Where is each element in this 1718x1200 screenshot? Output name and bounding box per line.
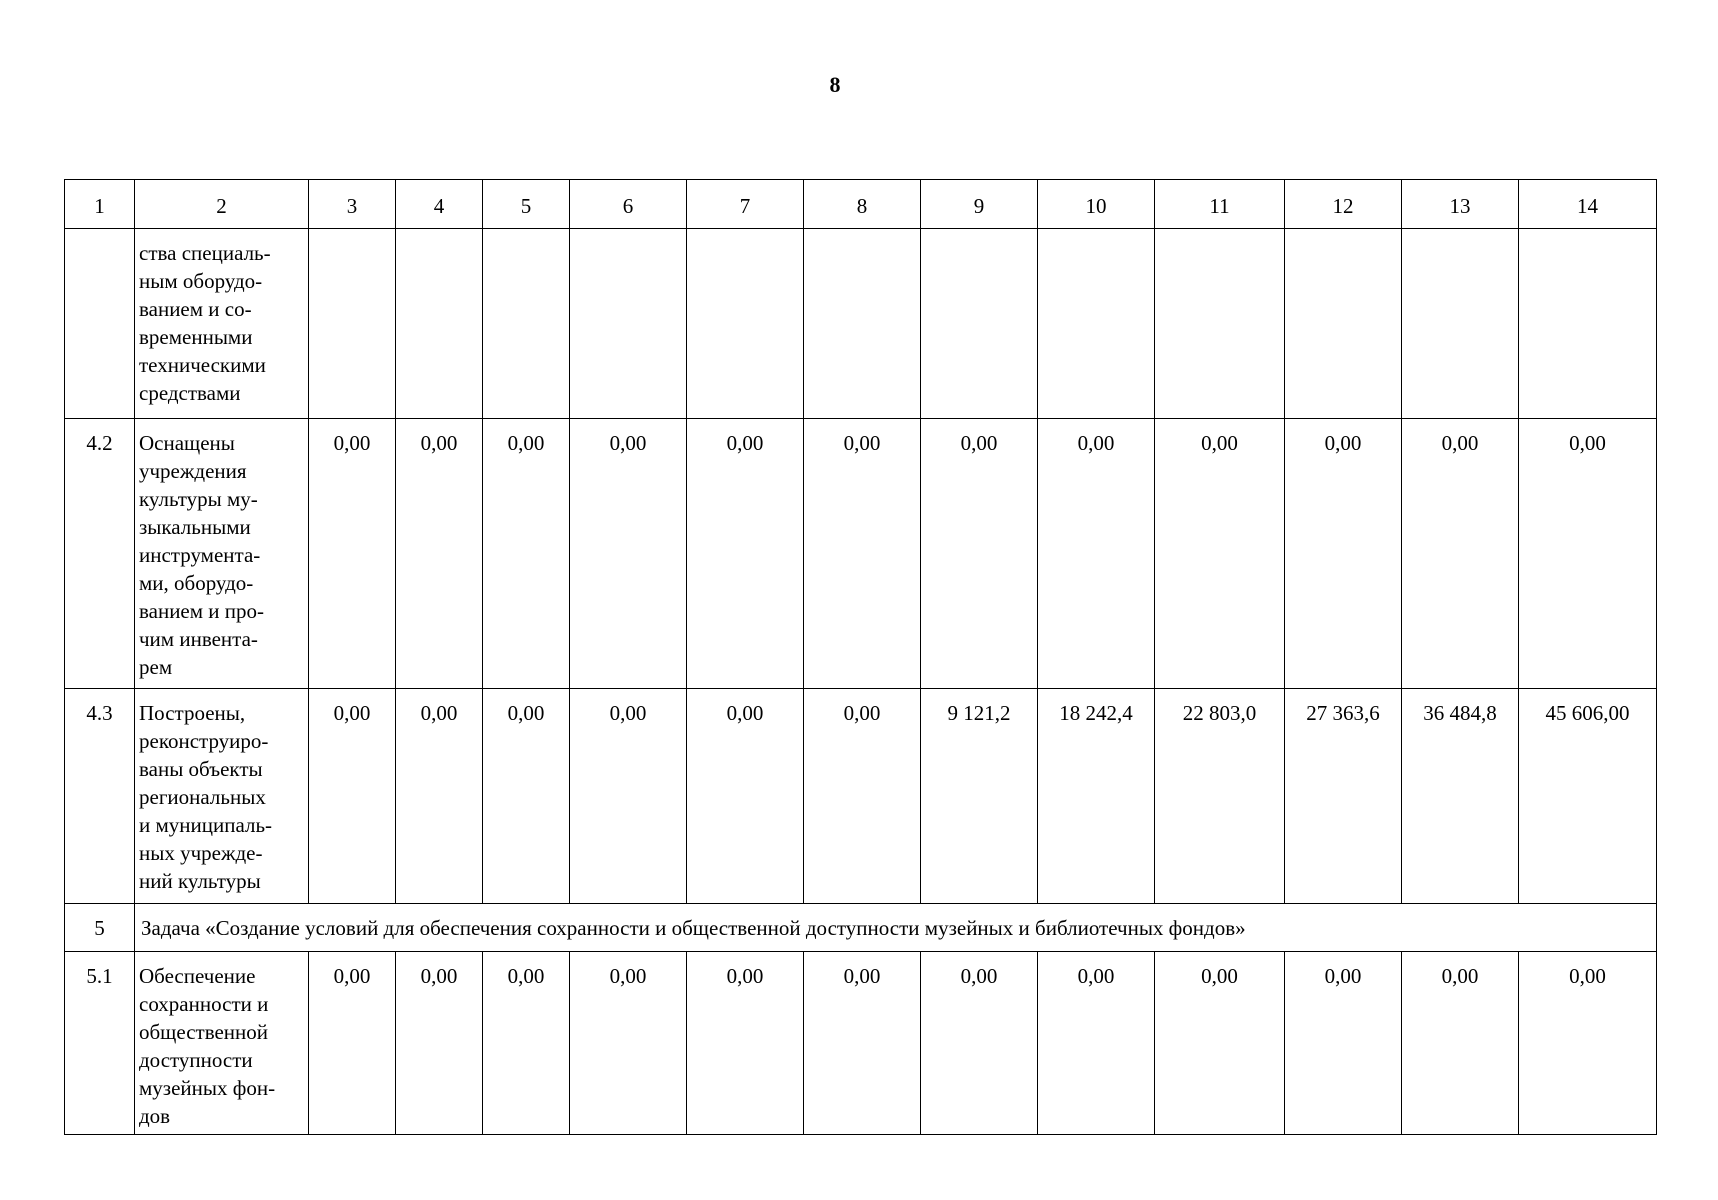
value-cell: 0,00 bbox=[1038, 952, 1155, 1135]
value-cell bbox=[687, 229, 804, 419]
column-header: 2 bbox=[135, 180, 309, 229]
value-cell: 0,00 bbox=[309, 952, 396, 1135]
column-header: 12 bbox=[1285, 180, 1402, 229]
description-line: техническими bbox=[139, 353, 266, 377]
value-cell: 18 242,4 bbox=[1038, 689, 1155, 904]
column-header: 4 bbox=[396, 180, 483, 229]
value-cell: 0,00 bbox=[921, 952, 1038, 1135]
task-row bbox=[65, 904, 1657, 952]
column-header: 10 bbox=[1038, 180, 1155, 229]
value-cell bbox=[921, 229, 1038, 419]
column-header: 5 bbox=[483, 180, 570, 229]
value-cell bbox=[1519, 229, 1657, 419]
table-body bbox=[65, 180, 1657, 1135]
row-number: 5 bbox=[65, 904, 135, 952]
value-cell bbox=[1155, 229, 1285, 419]
description-line: сохранности и bbox=[139, 992, 269, 1016]
row-description bbox=[135, 419, 309, 689]
value-cell: 0,00 bbox=[1519, 419, 1657, 689]
value-cell bbox=[804, 229, 921, 419]
value-cell: 0,00 bbox=[687, 419, 804, 689]
value-cell bbox=[483, 229, 570, 419]
description-line: доступности bbox=[139, 1048, 253, 1072]
value-cell: 0,00 bbox=[396, 419, 483, 689]
value-cell: 0,00 bbox=[309, 419, 396, 689]
value-cell: 0,00 bbox=[804, 689, 921, 904]
value-cell: 0,00 bbox=[687, 689, 804, 904]
table-row bbox=[65, 419, 1657, 689]
column-header: 8 bbox=[804, 180, 921, 229]
value-cell: 0,00 bbox=[1155, 419, 1285, 689]
table-row bbox=[65, 229, 1657, 419]
value-cell: 0,00 bbox=[483, 689, 570, 904]
value-cell: 0,00 bbox=[570, 952, 687, 1135]
header-row bbox=[65, 180, 1657, 229]
description-line: музейных фон- bbox=[139, 1076, 276, 1100]
column-header: 1 bbox=[65, 180, 135, 229]
column-header: 6 bbox=[570, 180, 687, 229]
value-cell: 0,00 bbox=[396, 689, 483, 904]
page-number: 8 bbox=[829, 72, 841, 97]
table-row bbox=[65, 952, 1657, 1135]
description-line: ванием и со- bbox=[139, 297, 252, 321]
description-line: и муниципаль- bbox=[139, 813, 273, 837]
value-cell bbox=[1402, 229, 1519, 419]
row-number: 5.1 bbox=[65, 952, 135, 1135]
description-line: дов bbox=[139, 1104, 171, 1128]
value-cell bbox=[396, 229, 483, 419]
value-cell bbox=[309, 229, 396, 419]
value-cell bbox=[1038, 229, 1155, 419]
value-cell: 45 606,00 bbox=[1519, 689, 1657, 904]
value-cell: 0,00 bbox=[1402, 952, 1519, 1135]
description-line: инструмента- bbox=[139, 543, 261, 567]
description-line: ний культуры bbox=[139, 869, 261, 893]
value-cell: 0,00 bbox=[483, 419, 570, 689]
description-line: учреждения bbox=[139, 459, 247, 483]
task-title: Задача «Создание условий для обеспечения сохранности и общественной доступности музейных и библиотечных фондов» bbox=[135, 904, 1657, 952]
value-cell bbox=[570, 229, 687, 419]
row-number: 4.2 bbox=[65, 419, 135, 689]
column-header: 11 bbox=[1155, 180, 1285, 229]
description-line: ваны объекты bbox=[139, 757, 263, 781]
description-line: ным оборудо- bbox=[139, 269, 263, 293]
table-row bbox=[65, 689, 1657, 904]
value-cell: 22 803,0 bbox=[1155, 689, 1285, 904]
value-cell: 9 121,2 bbox=[921, 689, 1038, 904]
value-cell: 0,00 bbox=[1155, 952, 1285, 1135]
value-cell: 0,00 bbox=[309, 689, 396, 904]
value-cell: 0,00 bbox=[396, 952, 483, 1135]
value-cell: 0,00 bbox=[1038, 419, 1155, 689]
value-cell bbox=[1285, 229, 1402, 419]
description-line: Обеспечение bbox=[139, 964, 256, 988]
row-number: 4.3 bbox=[65, 689, 135, 904]
description-line: ных учрежде- bbox=[139, 841, 263, 865]
description-line: ми, оборудо- bbox=[139, 571, 254, 595]
column-header: 3 bbox=[309, 180, 396, 229]
value-cell: 0,00 bbox=[1519, 952, 1657, 1135]
value-cell: 0,00 bbox=[570, 689, 687, 904]
value-cell: 27 363,6 bbox=[1285, 689, 1402, 904]
description-line: временными bbox=[139, 325, 253, 349]
row-description bbox=[135, 952, 309, 1135]
description-line: средствами bbox=[139, 381, 241, 405]
value-cell: 0,00 bbox=[804, 419, 921, 689]
value-cell: 36 484,8 bbox=[1402, 689, 1519, 904]
value-cell: 0,00 bbox=[1285, 952, 1402, 1135]
column-header: 13 bbox=[1402, 180, 1519, 229]
description-line: культуры му- bbox=[139, 487, 258, 511]
value-cell: 0,00 bbox=[1402, 419, 1519, 689]
description-line: ства специаль- bbox=[139, 241, 271, 265]
value-cell: 0,00 bbox=[921, 419, 1038, 689]
row-description bbox=[135, 229, 309, 419]
value-cell: 0,00 bbox=[570, 419, 687, 689]
value-cell: 0,00 bbox=[1285, 419, 1402, 689]
description-line: Оснащены bbox=[139, 431, 235, 455]
row-number bbox=[65, 229, 135, 419]
column-header: 7 bbox=[687, 180, 804, 229]
description-line: реконструиро- bbox=[139, 729, 269, 753]
description-line: региональных bbox=[139, 785, 266, 809]
column-header: 9 bbox=[921, 180, 1038, 229]
value-cell: 0,00 bbox=[687, 952, 804, 1135]
data-table bbox=[64, 179, 1657, 1135]
description-line: общественной bbox=[139, 1020, 269, 1044]
description-line: Построены, bbox=[139, 701, 246, 725]
value-cell: 0,00 bbox=[804, 952, 921, 1135]
row-description bbox=[135, 689, 309, 904]
description-line: чим инвента- bbox=[139, 627, 258, 651]
description-line: ванием и про- bbox=[139, 599, 265, 623]
column-header: 14 bbox=[1519, 180, 1657, 229]
description-line: зыкальными bbox=[139, 515, 251, 539]
description-line: рем bbox=[139, 655, 173, 679]
value-cell: 0,00 bbox=[483, 952, 570, 1135]
